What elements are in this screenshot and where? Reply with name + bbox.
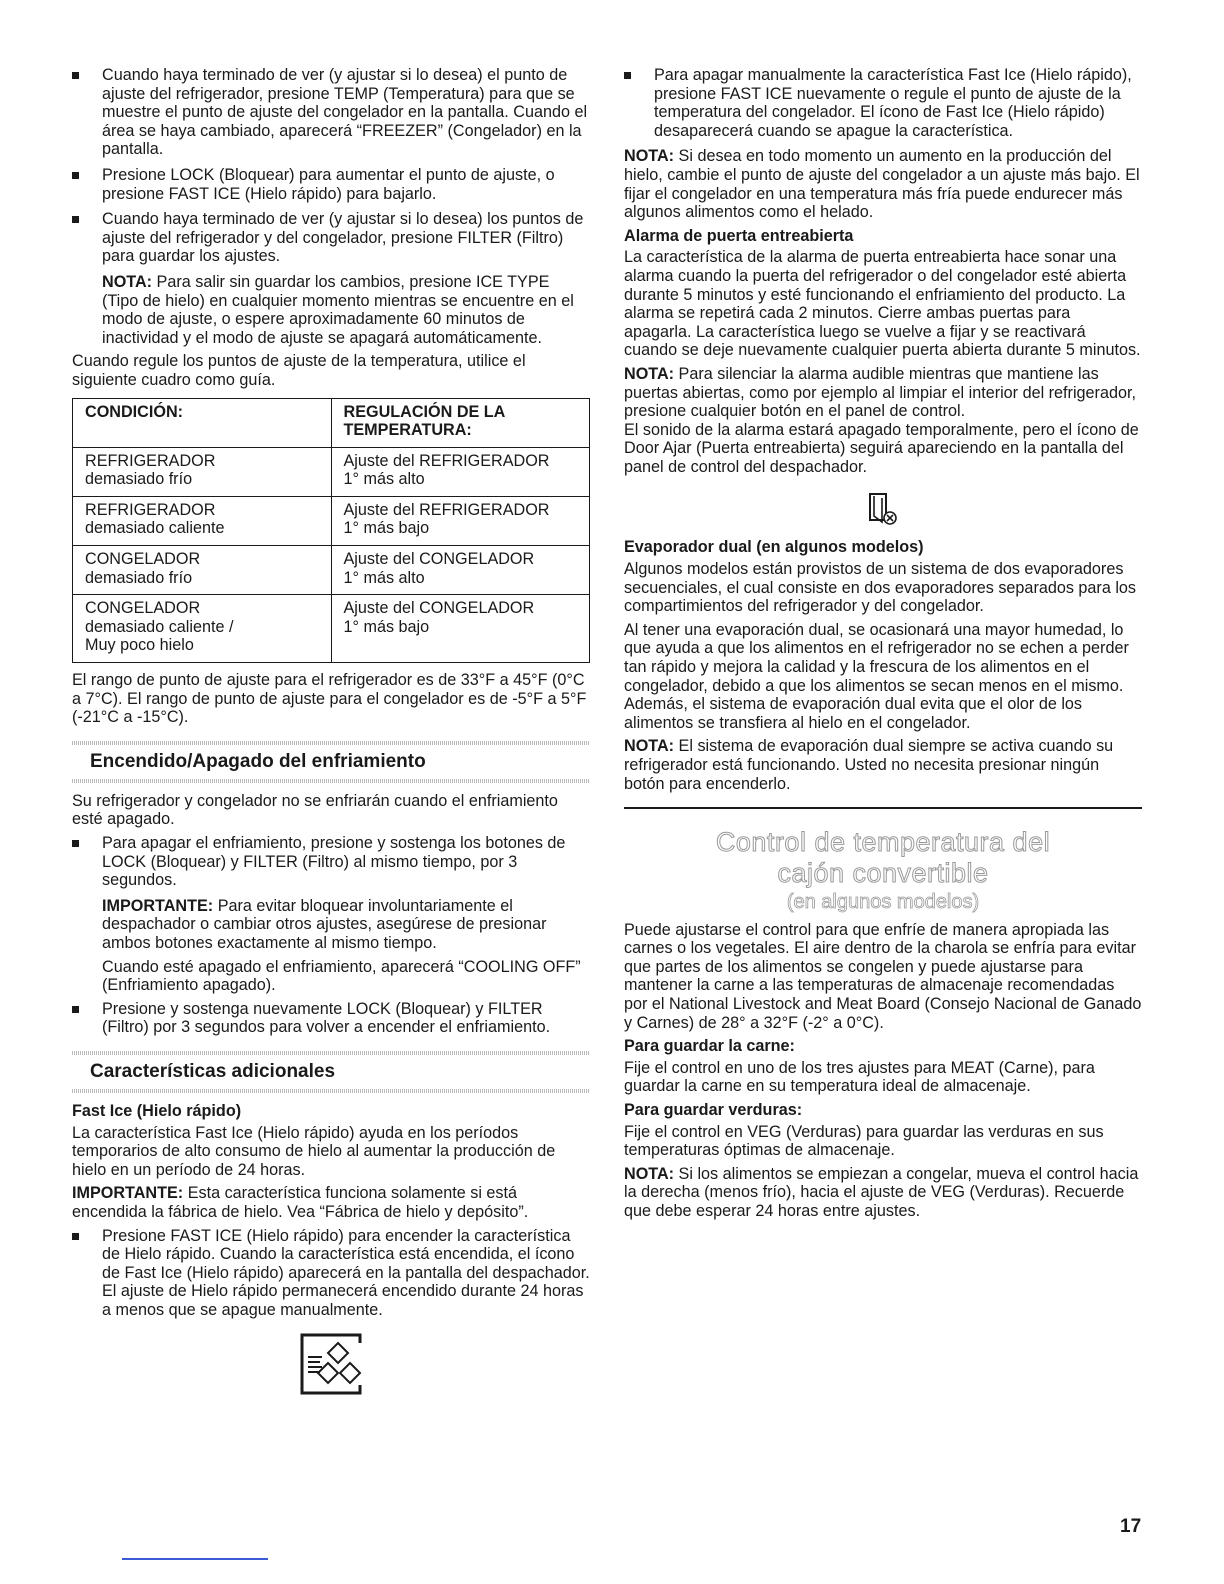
paragraph: Algunos modelos están provistos de un sistema de dos evaporadores secuenciales, el cual consiste en dos evaporadores separados para los compartimientos del refrigerador y del congelador. <box>624 560 1137 616</box>
section-header <box>72 1051 590 1093</box>
list-item: Presione FAST ICE (Hielo rápido) para encender la característica de Hielo rápido. Cuando la característica está encendida, el ícono de Fast Ice (Hielo rápido) aparecerá en la pantalla del despachador. El ajuste de Hielo rápido permanecerá encendido durante 24 horas a menos que se apague manualmente. <box>72 1227 590 1320</box>
section-title: Control de temperatura del <box>715 826 1051 857</box>
section-header <box>72 741 590 783</box>
table-cell: Ajuste del CONGELADOR 1° más bajo <box>331 595 590 663</box>
paragraph: La característica Fast Ice (Hielo rápido) ayuda en los períodos temporarios de alto consumo de hielo al aumentar la producción de hielo en un período de 24 horas. <box>72 1123 556 1179</box>
paragraph: Fije el control en VEG (Verduras) para guardar las verduras en sus temperaturas óptimas de almacenaje. <box>624 1122 1104 1160</box>
paragraph: El sonido de la alarma estará apagado temporalmente, pero el ícono de Door Ajar (Puerta entreabierta) seguirá apareciendo en la pantalla del panel de control del despachador. <box>624 420 1139 476</box>
note-paragraph: NOTA: Para silenciar la alarma audible mientras que mantiene las puertas abiertas, como por ejemplo al limpiar el interior del refrigerador, presione cualquier botón en el panel de control. <box>624 364 1136 421</box>
note-paragraph: NOTA: El sistema de evaporación dual siempre se activa cuando su refrigerador está funcionando. Usted no necesita presionar ningún botón para encenderlo. <box>624 737 1114 793</box>
table-row <box>73 447 590 496</box>
divider <box>72 779 590 783</box>
table-cell: Ajuste del REFRIGERADOR 1° más alto <box>331 447 590 496</box>
list-item: Para apagar manualmente la característica Fast Ice (Hielo rápido), presione FAST ICE nuevamente o regule el punto de ajuste de la temperatura del congelador. El ícono de Fast Ice (Hielo rápido) desaparecerá cuando se apague la característica. <box>624 66 1142 140</box>
subheading: Alarma de puerta entreabierta <box>624 226 854 245</box>
right-column <box>624 66 1142 1226</box>
note-paragraph: NOTA: Si desea en todo momento un aumento en la producción del hielo, cambie el punto de ajuste del congelador a un ajuste más bajo. El fijar el congelador en una temperatura más fría puede endurecer más algunos alimentos como el helado. <box>624 147 1140 222</box>
door-ajar-icon <box>868 492 898 526</box>
table-cell: CONGELADOR demasiado caliente / Muy poco hielo <box>73 595 332 663</box>
paragraph: Cuando regule los puntos de ajuste de la temperatura, utilice el siguiente cuadro como guía. <box>72 352 526 389</box>
subheading: Fast Ice (Hielo rápido) <box>72 1101 242 1120</box>
section-subtitle: (en algunos modelos) <box>786 890 980 913</box>
list-item: Para apagar el enfriamiento, presione y sostenga los botones de LOCK (Bloquear) y FILTER (Filtro) al mismo tiempo, por 3 segundos. <box>72 834 590 890</box>
list-item: Presione LOCK (Bloquear) para aumentar el punto de ajuste, o presione FAST ICE (Hielo rápido) para bajarlo. <box>72 166 590 203</box>
table-row <box>73 546 590 595</box>
note-paragraph: NOTA: Si los alimentos se empiezan a congelar, mueva el control hacia la derecha (menos frío), hacia el ajuste de VEG (Verduras). Recuerde que debe esperar 24 horas entre ajustes. <box>624 1164 1139 1220</box>
table-cell: Ajuste del REFRIGERADOR 1° más bajo <box>331 496 590 545</box>
table-row <box>73 595 590 663</box>
table-header-cell: CONDICIÓN: <box>73 398 332 447</box>
door-ajar-icon-container <box>624 492 1142 526</box>
list-item: Cuando haya terminado de ver (y ajustar si lo desea) el punto de ajuste del refrigerador, presione TEMP (Temperatura) para que se muestre el punto de ajuste del congelador en la pantalla. Cuando el área se haya cambiado, aparecerá “FREEZER” (Congelador) en la pantalla. <box>72 66 590 159</box>
fast-ice-icon-container <box>72 1331 590 1397</box>
divider <box>624 807 1142 809</box>
paragraph: Fije el control en uno de los tres ajustes para MEAT (Carne), para guardar la carne en su temperatura ideal de almacenaje. <box>624 1058 1095 1096</box>
section-title: Características adicionales <box>90 1060 336 1082</box>
note-paragraph: NOTA: Para salir sin guardar los cambios, presione ICE TYPE (Tipo de hielo) en cualquier momento mientras se encuentre en el modo de ajuste, o espere aproximadamente 60 minutos de inactividad y el modo de ajuste se apagará automáticamente. <box>102 272 574 347</box>
left-column <box>72 66 590 1407</box>
paragraph: Cuando esté apagado el enfriamiento, aparecerá “COOLING OFF” (Enfriamiento apagado). <box>102 957 581 995</box>
page-number: 17 <box>1120 1516 1142 1537</box>
subheading: Evaporador dual (en algunos modelos) <box>624 538 924 557</box>
table-cell: Ajuste del CONGELADOR 1° más alto <box>331 546 590 595</box>
table-cell: REFRIGERADOR demasiado caliente <box>73 496 332 545</box>
table-cell: REFRIGERADOR demasiado frío <box>73 447 332 496</box>
paragraph: Su refrigerador y congelador no se enfriarán cuando el enfriamiento esté apagado. <box>72 791 558 829</box>
divider <box>72 1089 590 1093</box>
list-item: Presione y sostenga nuevamente LOCK (Bloquear) y FILTER (Filtro) por 3 segundos para volver a encender el enfriamiento. <box>72 1000 590 1037</box>
subheading: Para guardar verduras: <box>624 1101 803 1120</box>
important-paragraph: IMPORTANTE: Esta característica funciona solamente si está encendida la fábrica de hielo. Vea “Fábrica de hielo y depósito”. <box>72 1184 529 1221</box>
table-header-row <box>73 398 590 447</box>
section-title: Encendido/Apagado del enfriamiento <box>90 750 426 772</box>
temperature-guide-table <box>72 398 590 664</box>
paragraph: Al tener una evaporación dual, se ocasionará una mayor humedad, lo que ayuda a que los alimentos en el refrigerador no se echen a perder tan rápido y mejora la calidad y la frescura de los alimentos en el congelador, debido a que los alimentos se secan menos en el mismo. Además, el sistema de evaporación dual evita que el olor de los alimentos se transfiera al hielo en el congelador. <box>624 620 1129 732</box>
table-row <box>73 496 590 545</box>
paragraph: El rango de punto de ajuste para el refrigerador es de 33°F a 45°F (0°C a 7°C). El rango de punto de ajuste para el congelador es de -5°F a 5°F (-21°C a -15°C). <box>72 671 587 727</box>
important-paragraph: IMPORTANTE: Para evitar bloquear involuntariamente el despachador o cambiar otros ajustes, asegúrese de presionar ambos botones exactamente al mismo tiempo. <box>102 896 547 952</box>
table-cell: CONGELADOR demasiado frío <box>73 546 332 595</box>
subheading: Para guardar la carne: <box>624 1037 795 1056</box>
fast-ice-icon <box>298 1331 364 1397</box>
table-header-cell: REGULACIÓN DE LA TEMPERATURA: <box>331 398 590 447</box>
list-item: Cuando haya terminado de ver (y ajustar si lo desea) los puntos de ajuste del refrigerador y del congelador, presione FILTER (Filtro) para guardar los ajustes. <box>72 210 590 266</box>
paragraph: Puede ajustarse el control para que enfríe de manera apropiada las carnes o los vegetales. El aire dentro de la charola se enfría para evitar que partes de los alimentos se congelen y puede ajustarse para mantener la carne a las temperaturas de almacenaje recomendadas por el National Livestock and Meat Board (Consejo Nacional de Ganado y Carnes) de 28° a 32°F (-2° a 0°C). <box>624 920 1142 1032</box>
footer-divider <box>122 1558 268 1560</box>
paragraph: La característica de la alarma de puerta entreabierta hace sonar una alarma cuando la puerta del refrigerador o del congelador esté abierta durante 5 minutos y esté funcionando el enfriamiento del producto. La alarma se repetirá cada 2 minutos. Cierre ambas puertas para apagarla. La característica luego se vuelve a fijar y se reactivará cuando se deje nuevamente cualquier puerta abierta durante 5 minutos. <box>624 248 1141 360</box>
section-title: cajón convertible <box>777 857 989 888</box>
